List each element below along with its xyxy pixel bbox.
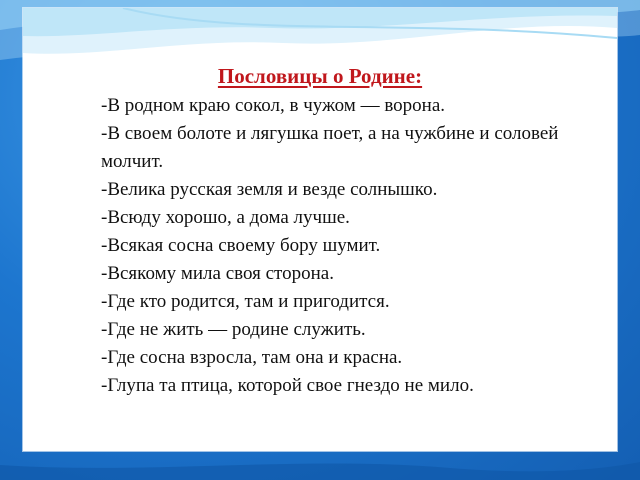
proverb-item: -Где кто родится, там и пригодится. — [101, 291, 390, 312]
proverb-item: -В своем болоте и лягушка поет, а на чужбине и соловей молчит. — [101, 123, 559, 172]
proverbs-list — [101, 92, 601, 400]
proverb-item: -Велика русская земля и везде солнышко. — [101, 179, 438, 200]
proverb-item: -Где сосна взросла, там она и красна. — [101, 347, 403, 368]
proverb-item: -В родном краю сокол, в чужом — ворона. — [101, 95, 446, 116]
proverb-item: -Всякая сосна своему бору шумит. — [101, 235, 381, 256]
slide-title-text: Пословицы о Родине: — [217, 64, 423, 88]
proverb-item: -Всюду хорошо, а дома лучше. — [101, 207, 350, 228]
content-card — [23, 8, 617, 451]
proverb-item: -Глупа та птица, которой свое гнездо не мило. — [101, 375, 474, 396]
proverb-item: -Где не жить — родине служить. — [101, 319, 366, 340]
slide-title — [0, 63, 640, 89]
bottom-wave-decoration — [0, 440, 640, 480]
proverb-item: -Всякому мила своя сторона. — [101, 263, 334, 284]
